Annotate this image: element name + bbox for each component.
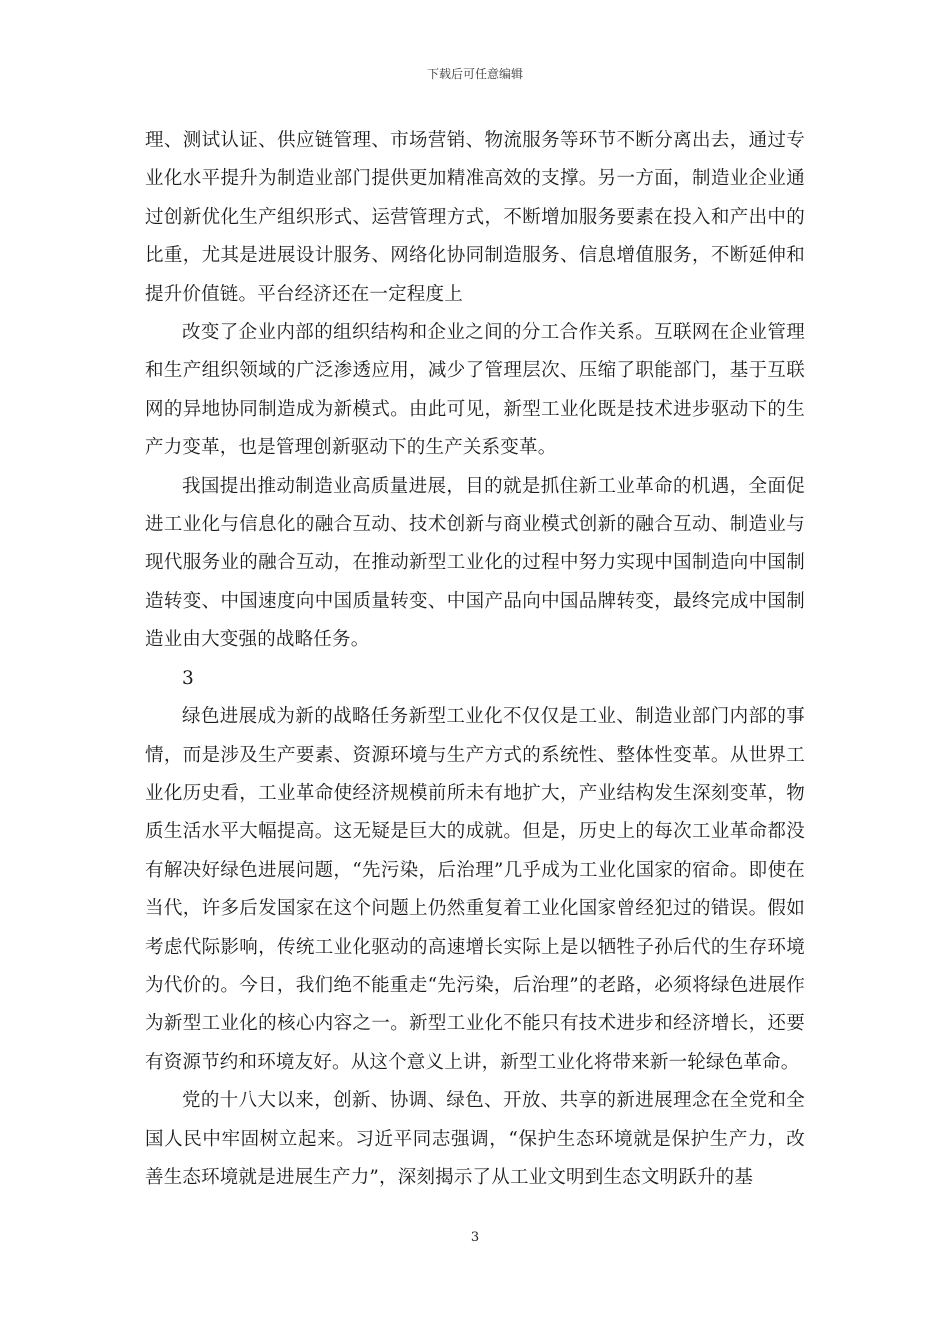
paragraph-green-development: 绿色进展成为新的战略任务新型工业化不仅仅是工业、制造业部门内部的事情，而是涉及生产要素、资源环境与生产方式的系统性、整体性变革。从世界工业化历史看，工业革命使经济规模前所未有地扩大，产业结构发生深刻变革，物质生活水平大幅提高。这无疑是巨大的成就。但是，历史上的每次工业革命都没有解决好绿色进展问题，“先污染，后治理”几乎成为工业化国家的宿命。即使在当代，许多后发国家在这个问题上仍然重复着工业化国家曾经犯过的错误。假如考虑代际影响，传统工业化驱动的高速增长实际上是以牺牲子孙后代的生存环境为代价的。今日，我们绝不能重走“先污染，后治理”的老路，必须将绿色进展作为新型工业化的核心内容之一。新型工业化不能只有技术进步和经济增长，还要有资源节约和环境友好。从这个意义上讲，新型工业化将带来新一轮绿色革命。 (145, 706, 805, 1073)
document-body (145, 122, 805, 1197)
page-number: 3 (470, 1230, 480, 1245)
paragraph-organization-change: 改变了企业内部的组织结构和企业之间的分工合作关系。互联网在企业管理和生产组织领域的广泛渗透应用，减少了管理层次、压缩了职能部门，基于互联网的异地协同制造成为新模式。由此可见，新型工业化既是技术进步驱动下的生产力变革，也是管理创新驱动下的生产关系变革。 (145, 322, 805, 459)
page-header: 下载后可任意编辑 (426, 67, 523, 81)
paragraph-continuation: 理、测试认证、供应链管理、市场营销、物流服务等环节不断分离出去，通过专业化水平提升为制造业部门提供更加精准高效的支撑。另一方面，制造业企业通过创新优化生产组织形式、运营管理方式，不断增加服务要素在投入和产出中的比重，尤其是进展设计服务、网络化协同制造服务、信息增值服务，不断延伸和提升价值链。平台经济还在一定程度上 (145, 130, 805, 305)
paragraph-manufacturing-quality: 我国提出推动制造业高质量进展，目的就是抓住新工业革命的机遇，全面促进工业化与信息化的融合互动、技术创新与商业模式创新的融合互动、制造业与现代服务业的融合互动，在推动新型工业化的过程中努力实现中国制造向中国制造转变、中国速度向中国质量转变、中国产品向中国品牌转变，最终完成中国制造业由大变强的战略任务。 (145, 475, 805, 651)
section-number: 3 (182, 667, 194, 689)
paragraph-new-development-concept: 党的十八大以来，创新、协调、绿色、开放、共享的新进展理念在全党和全国人民中牢固树立起来。习近平同志强调，“保护生态环境就是保护生产力，改善生态环境就是进展生产力”，深刻揭示了从工业文明到生态文明跃升的基 (145, 1090, 805, 1188)
